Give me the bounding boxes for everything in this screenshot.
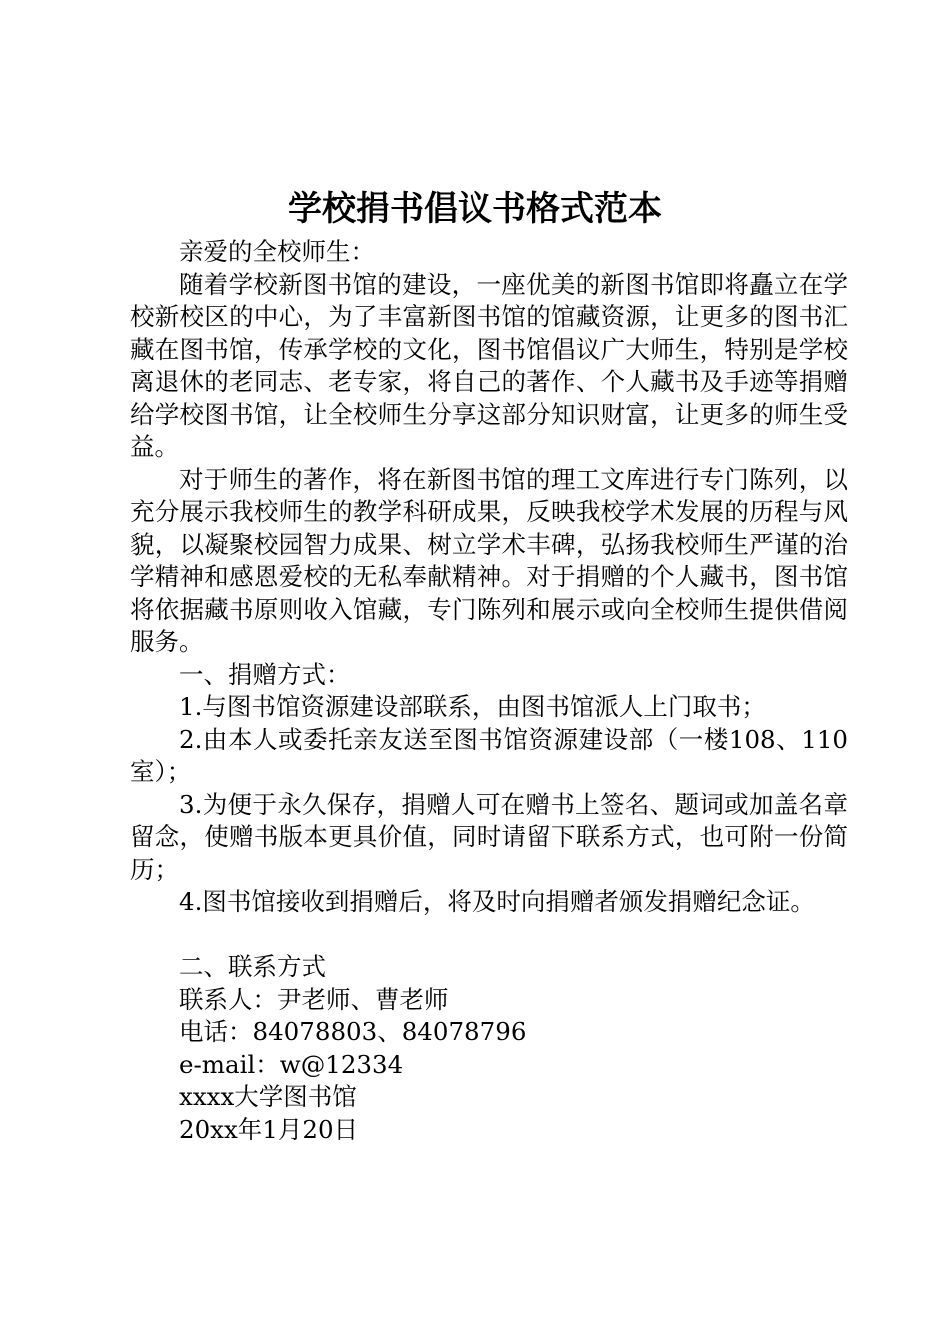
donation-method-item: 2.由本人或委托亲友送至图书馆资源建设部（一楼108、110室）； xyxy=(130,724,848,786)
document-title: 学校捐书倡议书格式范本 xyxy=(288,189,662,229)
donation-method-item: 1.与图书馆资源建设部联系，由图书馆派人上门取书； xyxy=(179,692,766,721)
section-heading-contact: 二、联系方式 xyxy=(179,952,326,981)
paragraph-intro: 随着学校新图书馆的建设，一座优美的新图书馆即将矗立在学校新校区的中心，为了丰富新图书馆的馆藏资源，让更多的图书汇藏在图书馆，传承学校的文化，图书馆倡议广大师生，特别是学校离退休的老同志、老专家，将自己的著作、个人藏书及手迹等捐赠给学校图书馆，让全校师生分享这部分知识财富，让更多的师生受益。 xyxy=(130,269,848,461)
blank-line xyxy=(130,919,848,952)
contact-email: e-mail：w@12334 xyxy=(179,1049,404,1079)
section-heading-donation-methods: 一、捐赠方式： xyxy=(179,659,351,689)
contact-person: 联系人：尹老师、曹老师 xyxy=(179,984,449,1014)
greeting: 亲爱的全校师生： xyxy=(179,237,375,266)
donation-method-item: 4.图书馆接收到捐赠后，将及时向捐赠者颁发捐赠纪念证。 xyxy=(179,887,815,916)
document-date: 20xx年1月20日 xyxy=(179,1114,359,1144)
organization-name: xxxx大学图书馆 xyxy=(179,1082,357,1111)
contact-phone: 电话：84078803、84078796 xyxy=(179,1017,527,1046)
paragraph-works: 对于师生的著作，将在新图书馆的理工文库进行专门陈列，以充分展示我校师生的教学科研成果，反映我校学术发展的历程与风貌，以凝聚校园智力成果、树立学术丰碑，弘扬我校师生严谨的治学精神和感恩爱校的无私奉献精神。对于捐赠的个人藏书，图书馆将依据藏书原则收入馆藏，专门陈列和展示或向全校师生提供借阅服务。 xyxy=(130,464,848,656)
donation-method-item: 3.为便于永久保存，捐赠人可在赠书上签名、题词或加盖名章留念，使赠书版本更具价值，同时请留下联系方式，也可附一份简历； xyxy=(130,789,848,884)
document-body xyxy=(130,236,848,1146)
